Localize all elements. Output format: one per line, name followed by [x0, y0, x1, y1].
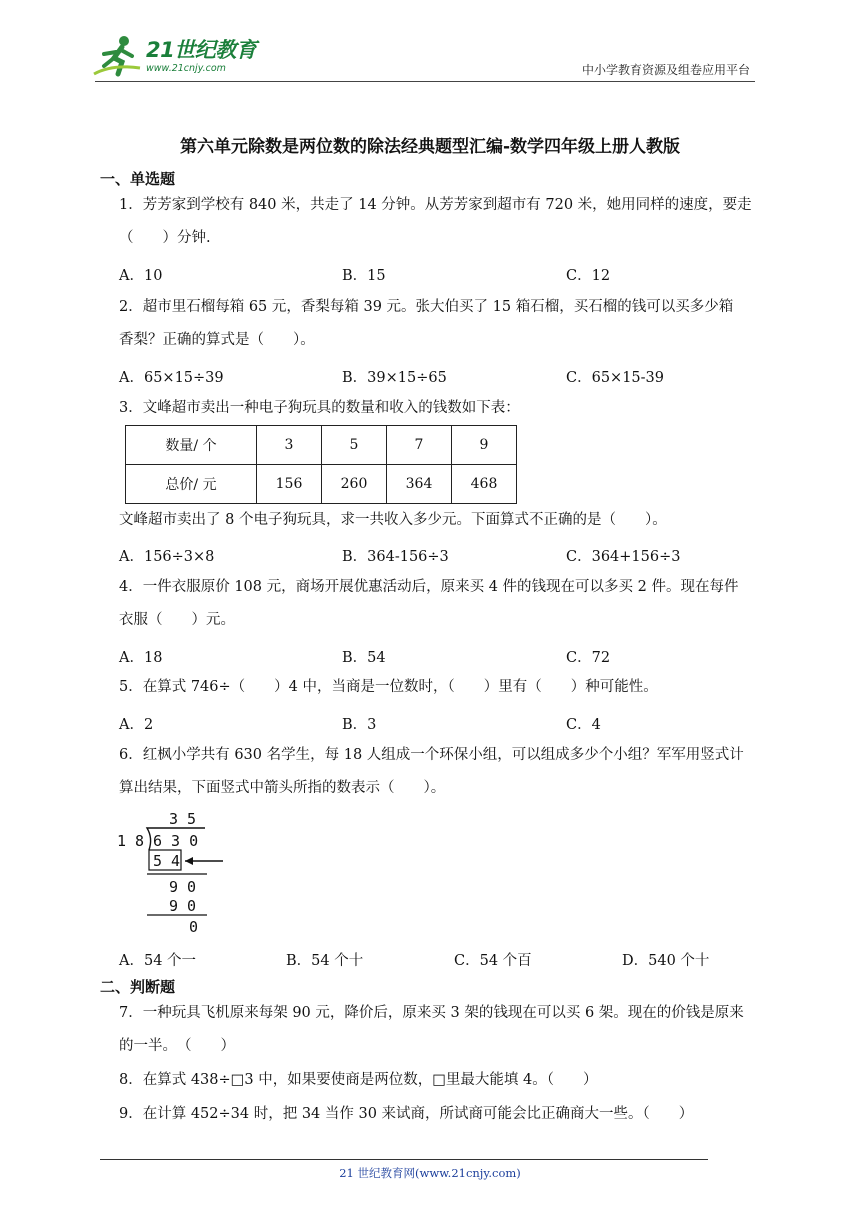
- question-5-line1: 5．在算式 746÷（ ）4 中，当商是一位数时，（ ）里有（ ）种可能性。: [119, 679, 658, 695]
- page-title: 第六单元除数是两位数的除法经典题型汇编-数学四年级上册人教版: [179, 137, 681, 157]
- division-step2: 9 0: [169, 878, 197, 896]
- question-2: [119, 291, 764, 357]
- q3-option-a[interactable]: A．156÷3×8: [119, 549, 215, 565]
- table-cell: 9: [452, 426, 517, 465]
- q6-option-b[interactable]: B．54 个十: [286, 953, 364, 969]
- q2-option-c[interactable]: C．65×15-39: [566, 370, 664, 386]
- division-step3: 9 0: [169, 897, 197, 915]
- table-cell: 总价/ 元: [126, 465, 257, 504]
- q1-option-c[interactable]: C．12: [566, 268, 611, 284]
- question-6-line2: 算出结果，下面竖式中箭头所指的数表示（ ）。: [119, 780, 446, 796]
- q4-option-c[interactable]: C．72: [566, 650, 611, 666]
- q1-option-b[interactable]: B．15: [342, 268, 386, 284]
- site-logo: [92, 34, 267, 80]
- section-heading-single-choice: 一、单选题: [100, 170, 176, 188]
- q5-option-b[interactable]: B．3: [342, 717, 377, 733]
- question-2-line1: 2．超市里石榴每箱 65 元，香梨每箱 39 元。张大伯买了 15 箱石榴，买石榴的钱可以买多少箱: [119, 299, 734, 315]
- q6-option-a[interactable]: A．54 个一: [119, 953, 197, 969]
- runner-logo-icon: [92, 34, 144, 78]
- q4-option-b[interactable]: B．54: [342, 650, 386, 666]
- division-divisor: 1 8: [117, 832, 145, 850]
- footer-divider: [100, 1159, 708, 1160]
- question-8-line1: 8．在算式 438÷□3 中，如果要使商是两位数，□里最大能填 4。（ ）: [119, 1072, 598, 1088]
- table-cell: 3: [257, 426, 322, 465]
- q6-option-d[interactable]: D．540 个十: [622, 953, 710, 969]
- question-7-line2: 的一半。 （ ）: [119, 1038, 235, 1054]
- header-tagline: 中小学教育资源及组卷应用平台: [581, 63, 750, 77]
- left-arrow-icon: [185, 857, 193, 865]
- footer-text[interactable]: 21 世纪教育网(www.21cnjy.com): [339, 1166, 521, 1180]
- division-remainder: 0: [189, 918, 199, 936]
- table-cell: 数量/ 个: [126, 426, 257, 465]
- q2-option-b[interactable]: B．39×15÷65: [342, 370, 447, 386]
- q4-option-a[interactable]: A．18: [119, 650, 163, 666]
- question-4-line1: 4．一件衣服原价 108 元，商场开展优惠活动后，原来买 4 件的钱现在可以多买 2 件。现在每件: [119, 579, 739, 595]
- division-step1: 5 4: [153, 852, 181, 870]
- long-division-figure: [113, 808, 233, 938]
- table-cell: 7: [387, 426, 452, 465]
- sales-table: [125, 425, 517, 504]
- q3-option-c[interactable]: C．364+156÷3: [566, 549, 681, 565]
- q5-option-a[interactable]: A．2: [119, 717, 154, 733]
- division-quotient: 3 5: [169, 810, 197, 828]
- question-4-line2: 衣服（ ）元。: [119, 612, 235, 628]
- q6-option-c[interactable]: C．54 个百: [454, 953, 532, 969]
- table-cell: 260: [322, 465, 387, 504]
- logo-text: 21世纪教育: [146, 38, 257, 62]
- question-6-line1: 6．红枫小学共有 630 名学生，每 18 人组成一个环保小组，可以组成多少个小组？军军用竖式计: [119, 747, 744, 763]
- question-9-line1: 9．在计算 452÷34 时，把 34 当作 30 来试商，所试商可能会比正确商大一些。（ ）: [119, 1106, 694, 1122]
- question-3-line1: 3．文峰超市卖出一种电子狗玩具的数量和收入的钱数如下表：: [119, 400, 520, 416]
- section-heading-true-false: 二、判断题: [100, 978, 176, 996]
- division-dividend: 6 3 0: [153, 832, 199, 850]
- q1-option-a[interactable]: A．10: [119, 268, 163, 284]
- logo-url: www.21cnjy.com: [146, 63, 226, 74]
- q3-option-b[interactable]: B．364-156÷3: [342, 549, 449, 565]
- question-4: [119, 571, 764, 637]
- question-2-line2: 香梨？正确的算式是（ ）。: [119, 332, 315, 348]
- header-divider: [95, 81, 755, 82]
- table-cell: 468: [452, 465, 517, 504]
- question-1-line1: 1．芳芳家到学校有 840 米，共走了 14 分钟。从芳芳家到超市有 720 米，她用同样的速度，要走: [119, 197, 752, 213]
- question-7: [119, 997, 764, 1063]
- table-row: [126, 426, 517, 465]
- question-1: [119, 189, 764, 255]
- table-cell: 364: [387, 465, 452, 504]
- question-6: [119, 739, 764, 805]
- question-1-line2: （ ）分钟.: [119, 230, 211, 246]
- table-cell: 156: [257, 465, 322, 504]
- q5-option-c[interactable]: C．4: [566, 717, 601, 733]
- table-row: [126, 465, 517, 504]
- table-cell: 5: [322, 426, 387, 465]
- q2-option-a[interactable]: A．65×15÷39: [119, 370, 224, 386]
- question-3-line2: 文峰超市卖出了 8 个电子狗玩具，求一共收入多少元。下面算式不正确的是（ ）。: [119, 512, 667, 528]
- question-7-line1: 7．一种玩具飞机原来每架 90 元，降价后，原来买 3 架的钱现在可以买 6 架。现在的价钱是原来: [119, 1005, 744, 1021]
